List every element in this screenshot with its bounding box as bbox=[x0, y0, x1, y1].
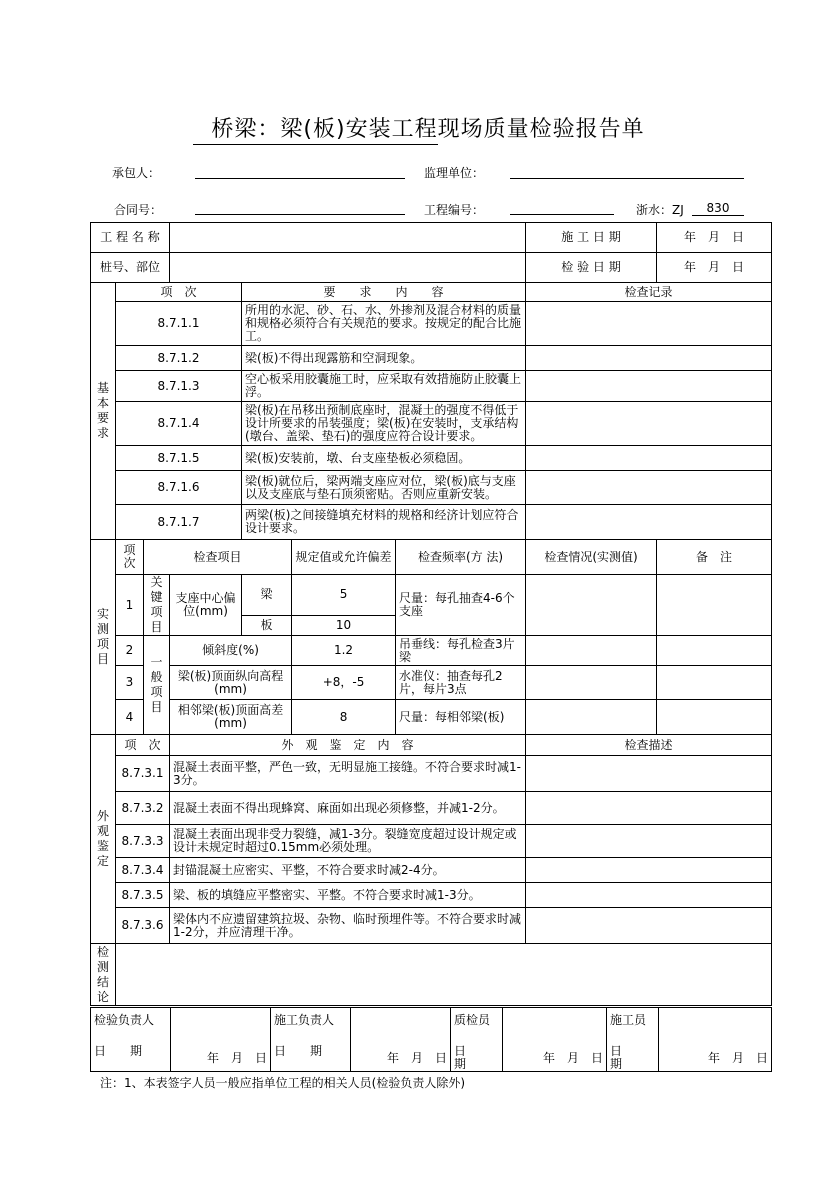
contract-no-field[interactable] bbox=[195, 214, 405, 215]
date-blank: 年 月 日 bbox=[206, 1051, 267, 1065]
appearance-row-text: 封锚混凝土应密实、平整，不符合要求时减2-4分。 bbox=[170, 858, 526, 883]
appearance-row-no: 8.7.3.5 bbox=[116, 883, 170, 908]
appearance-row-desc[interactable] bbox=[526, 756, 772, 792]
date-label: 日 期 bbox=[274, 1044, 323, 1058]
appearance-row-text: 梁、板的填缝应平整密实、平整。不符合要求时减1-3分。 bbox=[170, 883, 526, 908]
supervisor-field[interactable] bbox=[510, 178, 744, 179]
appearance-row-no: 8.7.3.4 bbox=[116, 858, 170, 883]
form-title: 现场质量检验报告单 bbox=[437, 117, 645, 142]
basic-row-no: 8.7.1.3 bbox=[116, 371, 242, 402]
date-blank: 年 月 日 bbox=[707, 1051, 768, 1065]
appearance-col-item: 项 次 bbox=[116, 735, 170, 756]
basic-row-text: 梁(板)安装前，墩、台支座垫板必须稳固。 bbox=[242, 446, 526, 471]
basic-row-record[interactable] bbox=[526, 471, 772, 505]
date-label: 日 期 bbox=[610, 1044, 647, 1071]
appearance-row-no: 8.7.3.1 bbox=[116, 756, 170, 792]
worker-sign-field[interactable] bbox=[659, 1008, 772, 1072]
measured-result[interactable] bbox=[526, 700, 657, 735]
contractor-field[interactable] bbox=[195, 178, 405, 179]
footnote: 注：1、本表签字人员一般应指单位工程的相关人员(检验负责人除外) bbox=[100, 1076, 466, 1090]
basic-row-record[interactable] bbox=[526, 402, 772, 446]
measured-sub-item: 板 bbox=[242, 615, 292, 635]
signature-table bbox=[90, 1007, 772, 1072]
appearance-row-no: 8.7.3.2 bbox=[116, 792, 170, 825]
conclusion-label: 检 测 结 论 bbox=[91, 944, 116, 1006]
measured-row-item: 相邻梁(板)顶面高差(mm) bbox=[170, 700, 292, 735]
basic-row-record[interactable] bbox=[526, 446, 772, 471]
inspector-label: 检验负责人 bbox=[94, 1013, 155, 1027]
measured-tolerance: +8，-5 bbox=[292, 666, 396, 700]
construction-lead-label: 施工负责人 bbox=[274, 1013, 335, 1027]
measured-row-item: 倾斜度(%) bbox=[170, 636, 292, 666]
measured-tolerance: 10 bbox=[292, 615, 396, 635]
measured-col-freq: 检查频率(方 法) bbox=[396, 540, 526, 575]
basic-row-record[interactable] bbox=[526, 302, 772, 346]
inspector-cell bbox=[91, 1008, 171, 1072]
measured-row-item: 梁(板)顶面纵向高程(mm) bbox=[170, 666, 292, 700]
basic-col-record: 检查记录 bbox=[526, 283, 772, 302]
measured-col-result: 检查情况(实测值) bbox=[526, 540, 657, 575]
measured-tolerance: 8 bbox=[292, 700, 396, 735]
appearance-col-content: 外 观 鉴 定 内 容 bbox=[170, 735, 526, 756]
basic-row-text: 梁(板)就位后，梁两端支座应对位，梁(板)底与支座以及支座底与垫石顶须密贴。否则应重新安装。 bbox=[242, 471, 526, 505]
measured-row-no: 1 bbox=[116, 575, 144, 636]
measured-row-no: 3 bbox=[116, 666, 144, 700]
contractor-label: 承包人： bbox=[112, 166, 161, 180]
basic-row-no: 8.7.1.1 bbox=[116, 302, 242, 346]
basic-row-record[interactable] bbox=[526, 371, 772, 402]
construction-date-label: 施 工 日 期 bbox=[526, 223, 657, 253]
basic-row-no: 8.7.1.2 bbox=[116, 346, 242, 371]
quality-label: 质检员 bbox=[454, 1013, 491, 1027]
measured-row-no: 4 bbox=[116, 700, 144, 735]
measured-result[interactable] bbox=[526, 636, 657, 666]
appearance-row-text: 混凝土表面不得出现蜂窝、麻面如出现必须修整，并减1-2分。 bbox=[170, 792, 526, 825]
project-no-label: 工程编号： bbox=[424, 203, 485, 217]
basic-row-no: 8.7.1.6 bbox=[116, 471, 242, 505]
basic-row-no: 8.7.1.7 bbox=[116, 505, 242, 540]
appearance-row-text: 混凝土表面出现非受力裂缝，减1-3分。裂缝宽度超过设计规定或设计未规定时超过0.15mm必须处理。 bbox=[170, 825, 526, 858]
appearance-row-desc[interactable] bbox=[526, 858, 772, 883]
appearance-row-desc[interactable] bbox=[526, 908, 772, 944]
measured-col-item: 检查项目 bbox=[144, 540, 292, 575]
basic-row-record[interactable] bbox=[526, 346, 772, 371]
basic-row-text: 所用的水泥、砂、石、水、外掺剂及混合材料的质量和规格必须符合有关规范的要求。按规定的配合比施工。 bbox=[242, 302, 526, 346]
appearance-row-desc[interactable] bbox=[526, 825, 772, 858]
inspection-date-label: 检 验 日 期 bbox=[526, 253, 657, 283]
station-value[interactable] bbox=[170, 253, 526, 283]
inspection-date-value[interactable]: 年 月 日 bbox=[657, 253, 772, 283]
appearance-col-desc: 检查描述 bbox=[526, 735, 772, 756]
quality-cell bbox=[451, 1008, 503, 1072]
date-label: 日 期 bbox=[94, 1044, 143, 1058]
general-items-label: 一 般 项 目 bbox=[144, 636, 170, 735]
construction-lead-cell bbox=[271, 1008, 351, 1072]
measured-result[interactable] bbox=[526, 666, 657, 700]
measured-remark[interactable] bbox=[657, 636, 772, 666]
worker-cell bbox=[607, 1008, 659, 1072]
basic-row-record[interactable] bbox=[526, 505, 772, 540]
measured-result[interactable] bbox=[526, 575, 657, 636]
appearance-row-no: 8.7.3.6 bbox=[116, 908, 170, 944]
form-no: 830 bbox=[692, 201, 744, 216]
measured-sub-item: 梁 bbox=[242, 575, 292, 616]
date-blank: 年 月 日 bbox=[386, 1051, 447, 1065]
appearance-row-desc[interactable] bbox=[526, 792, 772, 825]
measured-row-no: 2 bbox=[116, 636, 144, 666]
basic-row-no: 8.7.1.5 bbox=[116, 446, 242, 471]
basic-row-no: 8.7.1.4 bbox=[116, 402, 242, 446]
project-name: 桥梁：梁(板)安装工程 bbox=[193, 112, 437, 145]
measured-remark[interactable] bbox=[657, 700, 772, 735]
measured-col-no: 项次 bbox=[116, 540, 144, 575]
date-blank: 年 月 日 bbox=[542, 1051, 603, 1065]
measured-remark[interactable] bbox=[657, 575, 772, 636]
measured-section-label: 实 测 项 目 bbox=[91, 540, 116, 735]
appearance-section-label: 外 观 鉴 定 bbox=[91, 735, 116, 944]
basic-row-text: 梁(板)不得出现露筋和空洞现象。 bbox=[242, 346, 526, 371]
conclusion-value[interactable] bbox=[116, 944, 772, 1006]
date-label: 日 期 bbox=[454, 1044, 491, 1071]
inspector-sign-field[interactable] bbox=[171, 1008, 271, 1072]
project-no-field[interactable] bbox=[510, 214, 614, 215]
project-name-value[interactable] bbox=[170, 223, 526, 253]
key-items-label: 关 键 项 目 bbox=[144, 575, 170, 636]
measured-freq: 尺量：每孔抽查4-6个支座 bbox=[396, 575, 526, 636]
appearance-row-desc[interactable] bbox=[526, 883, 772, 908]
inspection-table bbox=[90, 222, 772, 1006]
project-name-label: 工 程 名 称 bbox=[91, 223, 170, 253]
measured-freq: 水准仪：抽查每孔2片，每片3点 bbox=[396, 666, 526, 700]
basic-col-item: 项 次 bbox=[116, 283, 242, 302]
measured-tolerance: 1.2 bbox=[292, 636, 396, 666]
measured-col-tolerance: 规定值或允许偏差 bbox=[292, 540, 396, 575]
appearance-row-text: 梁体内不应遗留建筑拉圾、杂物、临时预埋件等。不符合要求时减1-2分，并应清理干净。 bbox=[170, 908, 526, 944]
station-label: 桩号、部位 bbox=[91, 253, 170, 283]
basic-row-text: 两梁(板)之间接缝填充材料的规格和经济计划应符合设计要求。 bbox=[242, 505, 526, 540]
contract-no-label: 合同号： bbox=[114, 203, 163, 217]
construction-lead-sign-field[interactable] bbox=[351, 1008, 451, 1072]
page-title bbox=[0, 112, 838, 145]
measured-remark[interactable] bbox=[657, 666, 772, 700]
appearance-row-no: 8.7.3.3 bbox=[116, 825, 170, 858]
basic-col-content: 要 求 内 容 bbox=[242, 283, 526, 302]
measured-freq: 尺量：每相邻梁(板) bbox=[396, 700, 526, 735]
construction-date-value[interactable]: 年 月 日 bbox=[657, 223, 772, 253]
measured-row-item: 支座中心偏位(mm) bbox=[170, 575, 242, 636]
worker-label: 施工员 bbox=[610, 1013, 647, 1027]
measured-col-remark: 备 注 bbox=[657, 540, 772, 575]
quality-sign-field[interactable] bbox=[503, 1008, 607, 1072]
measured-tolerance: 5 bbox=[292, 575, 396, 616]
basic-row-text: 梁(板)在吊移出预制底座时，混凝土的强度不得低于设计所要求的吊装强度；梁(板)在安装时，支承结构(墩台、盖梁、垫石)的强度应符合设计要求。 bbox=[242, 402, 526, 446]
measured-freq: 吊垂线：每孔检查3片梁 bbox=[396, 636, 526, 666]
form-no-label: 浙水：ZJ bbox=[636, 203, 684, 217]
basic-section-label: 基 本 要 求 bbox=[91, 283, 116, 540]
appearance-row-text: 混凝土表面平整，严色一致，无明显施工接缝。不符合要求时减1-3分。 bbox=[170, 756, 526, 792]
basic-row-text: 空心板采用胶囊施工时，应采取有效措施防止胶囊上浮。 bbox=[242, 371, 526, 402]
supervisor-label: 监理单位： bbox=[424, 166, 485, 180]
